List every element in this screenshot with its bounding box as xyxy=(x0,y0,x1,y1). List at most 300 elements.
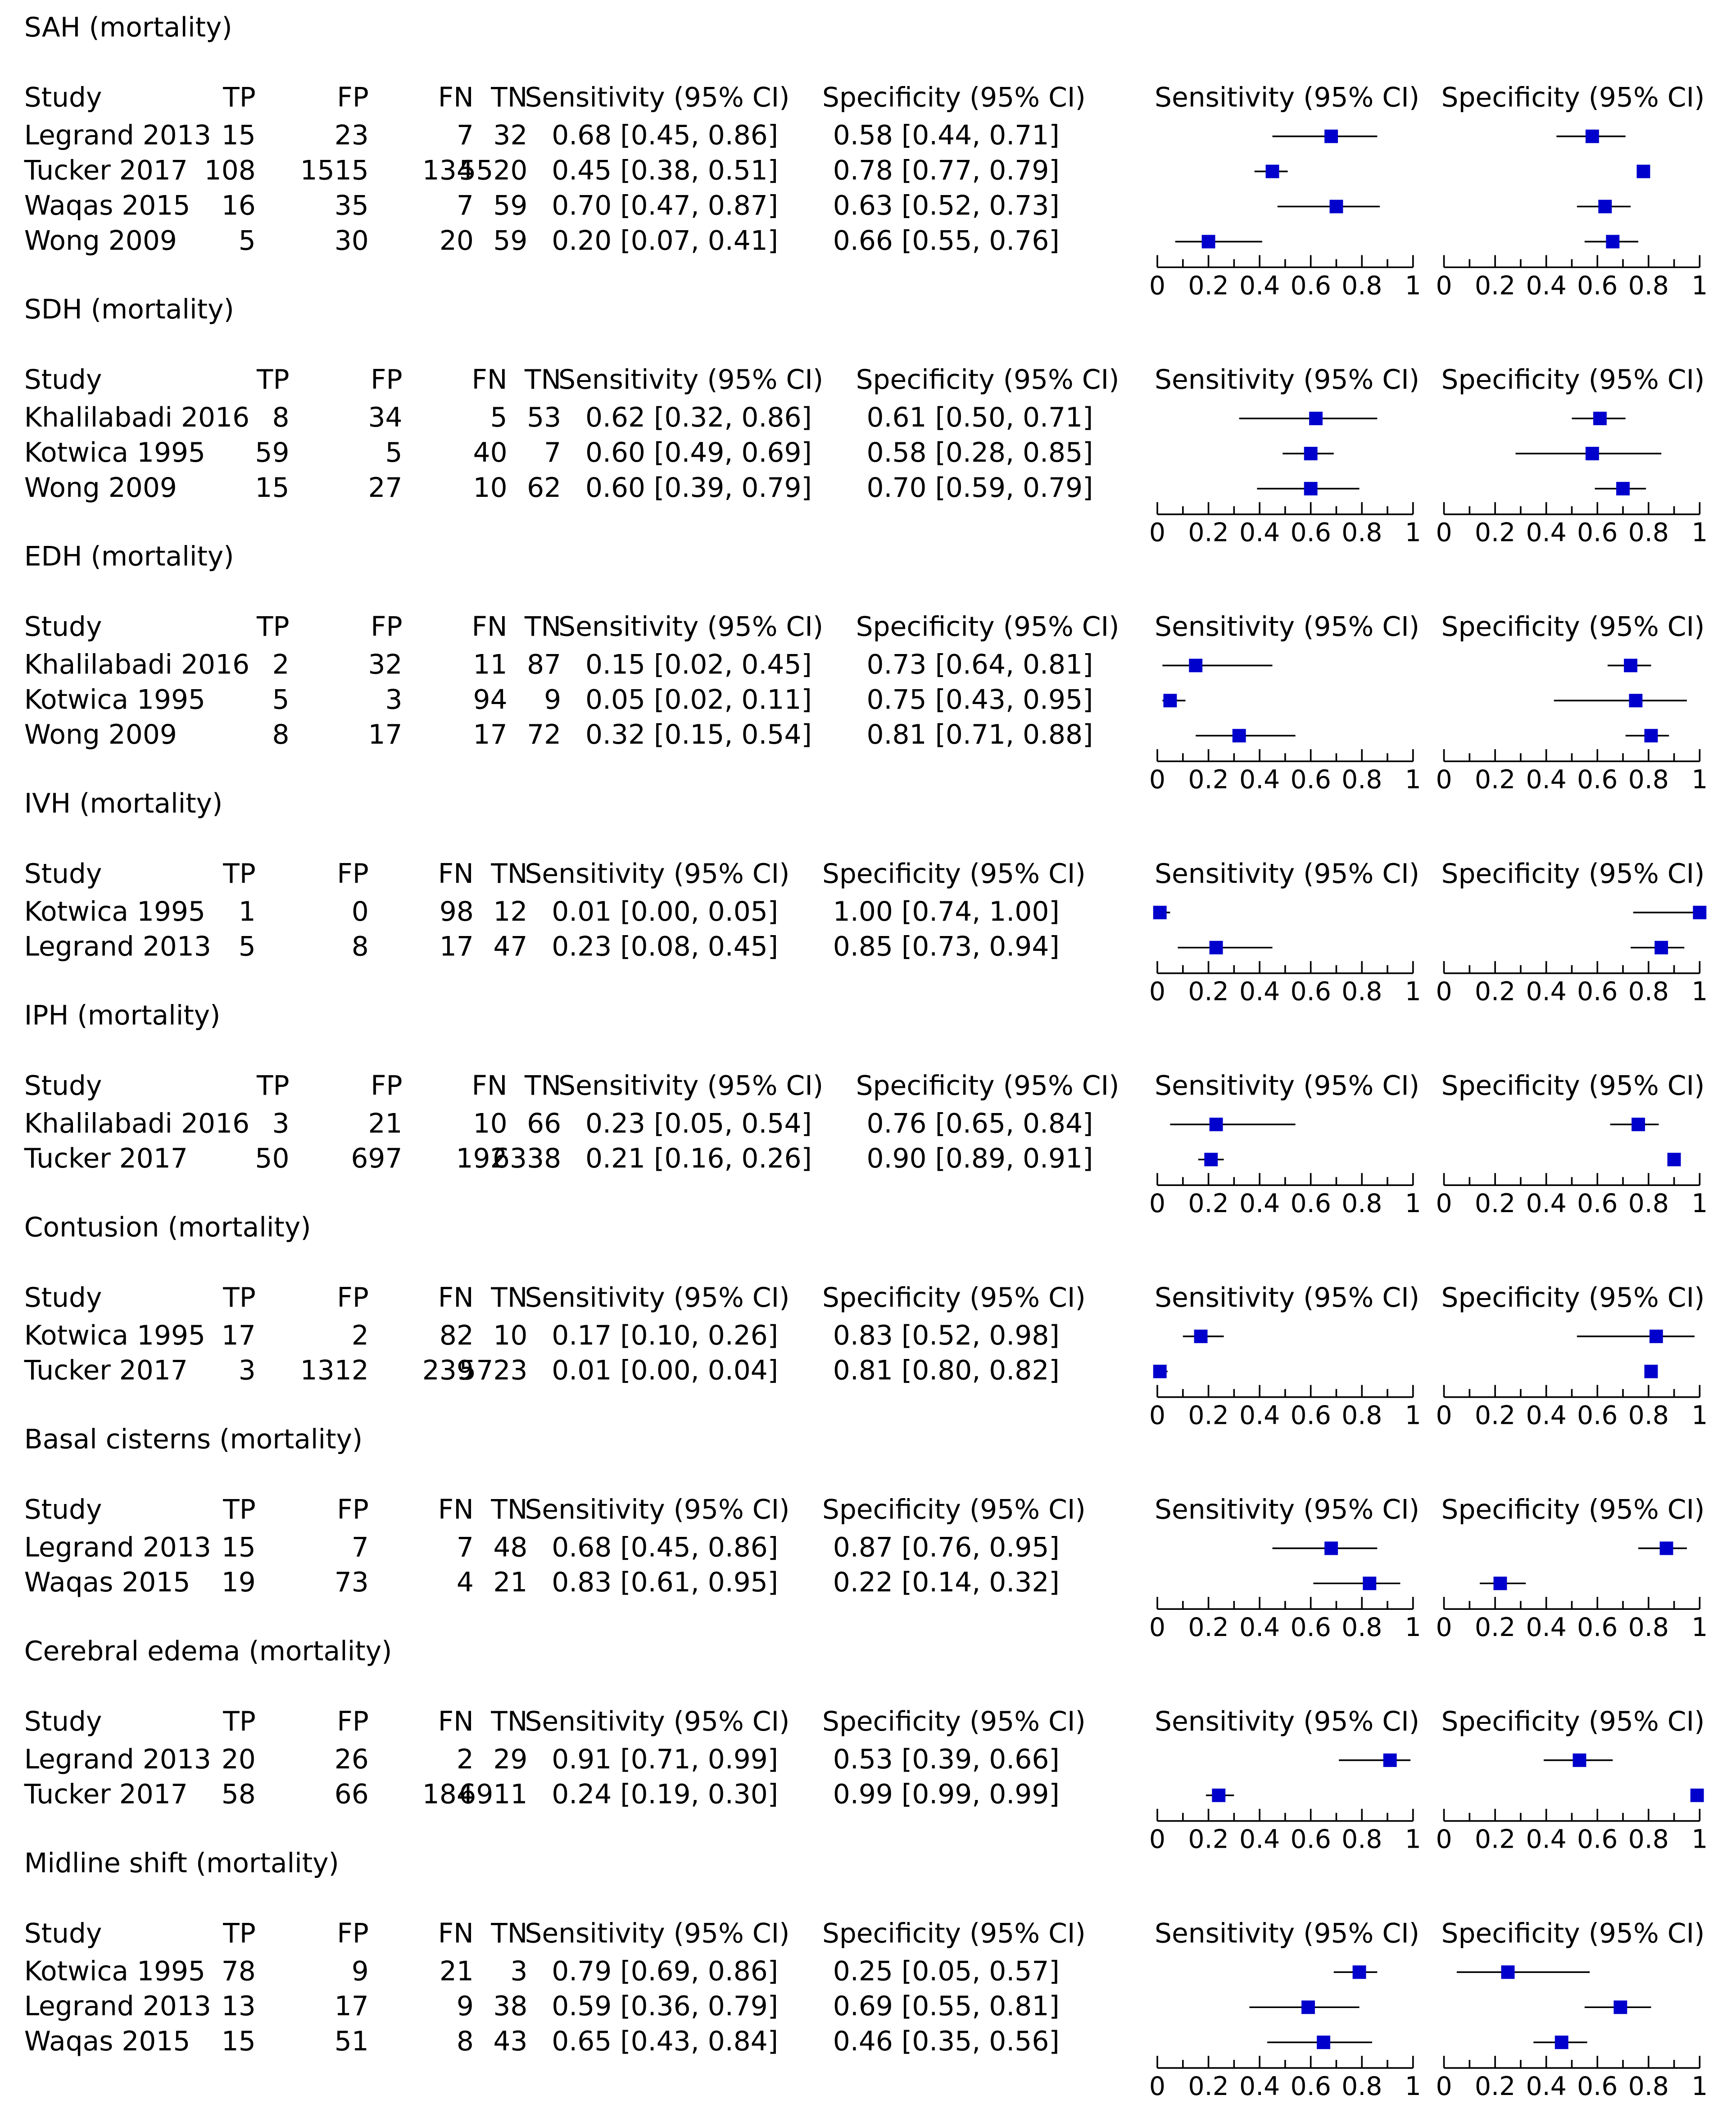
cell-tp: 15 xyxy=(255,471,290,504)
x-tick-label-sensitivity: 0.6 xyxy=(1290,518,1331,548)
cell-tn: 66 xyxy=(527,1107,562,1140)
cell-sensitivity: 0.45 [0.38, 0.51] xyxy=(552,154,779,186)
section-title: Basal cisterns (mortality) xyxy=(24,1422,363,1455)
x-tick-label-specificity: 0.2 xyxy=(1474,271,1516,301)
column-header-tn: TN xyxy=(491,1281,528,1313)
estimate-marker-specificity xyxy=(1606,235,1619,248)
column-header-specificity: Specificity (95% CI) xyxy=(822,81,1086,114)
column-header-fn: FN xyxy=(438,81,474,114)
cell-specificity: 0.75 [0.43, 0.95] xyxy=(866,683,1093,716)
x-tick-label-specificity: 0.8 xyxy=(1628,1401,1669,1431)
x-tick-label-sensitivity: 1 xyxy=(1405,271,1421,301)
x-tick-label-sensitivity: 0.4 xyxy=(1239,518,1280,548)
cell-sensitivity: 0.01 [0.00, 0.04] xyxy=(552,1354,779,1386)
cell-fp: 35 xyxy=(334,189,369,222)
x-tick-label-sensitivity: 0.4 xyxy=(1239,765,1280,795)
plot-header-sensitivity: Sensitivity (95% CI) xyxy=(1155,857,1420,890)
section-title: SAH (mortality) xyxy=(24,10,232,43)
cell-sensitivity: 0.05 [0.02, 0.11] xyxy=(585,683,812,716)
cell-fn: 11 xyxy=(473,648,508,681)
study-name: Tucker 2017 xyxy=(24,1142,188,1175)
x-tick-label-sensitivity: 0 xyxy=(1149,1189,1166,1219)
cell-specificity: 1.00 [0.74, 1.00] xyxy=(833,895,1060,927)
x-tick-label-sensitivity: 0.4 xyxy=(1239,271,1280,301)
column-header-sensitivity: Sensitivity (95% CI) xyxy=(558,1069,824,1102)
x-tick-label-sensitivity: 0.6 xyxy=(1290,1401,1331,1431)
estimate-marker-specificity xyxy=(1644,1365,1658,1378)
column-header-sensitivity: Sensitivity (95% CI) xyxy=(525,1704,790,1737)
x-tick-label-specificity: 0.4 xyxy=(1526,1825,1567,1855)
study-name: Wong 2009 xyxy=(24,718,177,751)
x-tick-label-sensitivity: 0.6 xyxy=(1290,271,1331,301)
x-tick-label-sensitivity: 0.2 xyxy=(1188,765,1229,795)
column-header-tp: TP xyxy=(223,1917,256,1949)
column-header-specificity: Specificity (95% CI) xyxy=(822,1493,1086,1526)
x-tick-label-specificity: 0.6 xyxy=(1577,1189,1618,1219)
x-tick-label-sensitivity: 0.4 xyxy=(1239,977,1280,1007)
column-header-fn: FN xyxy=(438,1281,474,1313)
x-tick-label-sensitivity: 0.4 xyxy=(1239,2072,1280,2102)
cell-fp: 5 xyxy=(385,436,403,468)
column-header-fp: FP xyxy=(337,1704,369,1737)
estimate-marker-specificity xyxy=(1629,694,1642,707)
cell-tn: 29 xyxy=(493,1742,528,1775)
x-tick-label-specificity: 0 xyxy=(1436,1189,1452,1219)
cell-specificity: 0.61 [0.50, 0.71] xyxy=(866,401,1093,433)
cell-sensitivity: 0.21 [0.16, 0.26] xyxy=(585,1142,812,1175)
x-tick-label-specificity: 0.8 xyxy=(1628,977,1669,1007)
plot-header-specificity: Specificity (95% CI) xyxy=(1441,1493,1705,1526)
x-tick-label-specificity: 1 xyxy=(1691,2072,1708,2102)
x-tick-label-sensitivity: 0.6 xyxy=(1290,2072,1331,2102)
cell-specificity: 0.46 [0.35, 0.56] xyxy=(833,2025,1060,2058)
cell-sensitivity: 0.60 [0.49, 0.69] xyxy=(585,436,812,468)
column-header-tp: TP xyxy=(223,1281,256,1313)
estimate-marker-specificity xyxy=(1632,1118,1645,1131)
estimate-marker-specificity xyxy=(1573,1754,1586,1767)
column-header-sensitivity: Sensitivity (95% CI) xyxy=(525,81,790,114)
cell-tn: 6338 xyxy=(493,1142,562,1175)
x-tick-label-specificity: 0.8 xyxy=(1628,1825,1669,1855)
x-tick-label-sensitivity: 0 xyxy=(1149,518,1166,548)
x-tick-label-sensitivity: 0.8 xyxy=(1342,1401,1382,1431)
column-header-study: Study xyxy=(24,1704,102,1737)
x-tick-label-sensitivity: 0 xyxy=(1149,1613,1166,1643)
x-tick-label-sensitivity: 0.2 xyxy=(1188,1401,1229,1431)
study-name: Kotwica 1995 xyxy=(24,1318,206,1351)
study-name: Legrand 2013 xyxy=(24,1531,211,1563)
column-header-specificity: Specificity (95% CI) xyxy=(822,857,1086,890)
column-header-tp: TP xyxy=(223,81,256,114)
estimate-marker-specificity xyxy=(1598,200,1612,214)
x-tick-label-specificity: 0.2 xyxy=(1474,1825,1516,1855)
plot-header-sensitivity: Sensitivity (95% CI) xyxy=(1155,1281,1420,1313)
x-tick-label-sensitivity: 0.6 xyxy=(1290,1613,1331,1643)
study-name: Khalilabadi 2016 xyxy=(24,1107,250,1140)
estimate-marker-sensitivity xyxy=(1317,2036,1330,2049)
column-header-fn: FN xyxy=(438,1917,474,1949)
cell-tp: 15 xyxy=(221,1531,256,1563)
x-tick-label-sensitivity: 0.2 xyxy=(1188,518,1229,548)
estimate-marker-sensitivity xyxy=(1212,1789,1225,1802)
cell-fn: 2 xyxy=(456,1742,474,1775)
column-header-specificity: Specificity (95% CI) xyxy=(856,1069,1120,1102)
x-tick-label-sensitivity: 0.2 xyxy=(1188,2072,1229,2102)
x-tick-label-specificity: 1 xyxy=(1691,518,1708,548)
cell-fn: 9 xyxy=(456,1990,474,2022)
cell-specificity: 0.58 [0.28, 0.85] xyxy=(866,436,1093,468)
cell-fp: 73 xyxy=(334,1566,369,1599)
column-header-tn: TN xyxy=(491,81,528,114)
column-header-study: Study xyxy=(24,1069,102,1102)
study-name: Wong 2009 xyxy=(24,471,177,504)
cell-specificity: 0.87 [0.76, 0.95] xyxy=(833,1531,1060,1563)
study-name: Waqas 2015 xyxy=(24,1566,190,1599)
column-header-tp: TP xyxy=(256,363,290,396)
estimate-marker-sensitivity xyxy=(1324,1541,1338,1555)
cell-tn: 5520 xyxy=(459,154,528,186)
x-tick-label-sensitivity: 0.8 xyxy=(1342,1613,1382,1643)
column-header-tp: TP xyxy=(223,1493,256,1526)
estimate-marker-specificity xyxy=(1654,941,1668,954)
x-tick-label-sensitivity: 0 xyxy=(1149,1401,1166,1431)
x-tick-label-specificity: 0.4 xyxy=(1526,1401,1567,1431)
estimate-marker-specificity xyxy=(1660,1541,1673,1555)
section-title: IPH (mortality) xyxy=(24,999,221,1031)
column-header-tn: TN xyxy=(491,1917,528,1949)
cell-specificity: 0.76 [0.65, 0.84] xyxy=(866,1107,1093,1140)
study-name: Legrand 2013 xyxy=(24,1990,211,2022)
column-header-fp: FP xyxy=(371,610,403,643)
x-tick-label-sensitivity: 0.8 xyxy=(1342,271,1382,301)
x-tick-label-specificity: 0.2 xyxy=(1474,1613,1516,1643)
x-tick-label-specificity: 1 xyxy=(1691,1825,1708,1855)
plot-header-specificity: Specificity (95% CI) xyxy=(1441,81,1705,114)
cell-tp: 16 xyxy=(221,189,256,222)
cell-tn: 10 xyxy=(493,1318,528,1351)
estimate-marker-specificity xyxy=(1614,2000,1627,2014)
cell-fp: 30 xyxy=(334,224,369,257)
cell-fp: 9 xyxy=(351,1954,369,1987)
section-title: Cerebral edema (mortality) xyxy=(24,1635,392,1668)
cell-specificity: 0.81 [0.80, 0.82] xyxy=(833,1354,1060,1386)
x-tick-label-sensitivity: 1 xyxy=(1405,1613,1421,1643)
cell-sensitivity: 0.59 [0.36, 0.79] xyxy=(552,1990,779,2022)
column-header-sensitivity: Sensitivity (95% CI) xyxy=(525,857,790,890)
cell-tn: 21 xyxy=(493,1566,528,1599)
cell-fn: 40 xyxy=(473,436,508,468)
section-title: Contusion (mortality) xyxy=(24,1211,311,1244)
x-tick-label-specificity: 0.6 xyxy=(1577,271,1618,301)
estimate-marker-sensitivity xyxy=(1189,659,1202,672)
cell-tp: 108 xyxy=(204,154,256,186)
cell-sensitivity: 0.17 [0.10, 0.26] xyxy=(552,1318,779,1351)
cell-tn: 87 xyxy=(527,648,562,681)
column-header-fp: FP xyxy=(337,857,369,890)
cell-fn: 192 xyxy=(456,1142,508,1175)
x-tick-label-specificity: 1 xyxy=(1691,271,1708,301)
study-name: Wong 2009 xyxy=(24,224,177,257)
cell-fp: 34 xyxy=(368,401,403,433)
plot-header-specificity: Specificity (95% CI) xyxy=(1441,610,1705,643)
x-tick-label-specificity: 0.2 xyxy=(1474,765,1516,795)
cell-tp: 8 xyxy=(272,718,290,751)
column-header-fp: FP xyxy=(371,1069,403,1102)
cell-sensitivity: 0.15 [0.02, 0.45] xyxy=(585,648,812,681)
cell-fp: 66 xyxy=(334,1777,369,1810)
study-name: Legrand 2013 xyxy=(24,118,211,151)
x-tick-label-specificity: 0 xyxy=(1436,2072,1452,2102)
cell-fn: 5 xyxy=(490,401,508,433)
x-tick-label-sensitivity: 0.8 xyxy=(1342,1825,1382,1855)
x-tick-label-sensitivity: 1 xyxy=(1405,1401,1421,1431)
estimate-marker-specificity xyxy=(1644,729,1658,742)
x-tick-label-specificity: 1 xyxy=(1691,1189,1708,1219)
cell-tn: 43 xyxy=(493,2025,528,2058)
section-title: EDH (mortality) xyxy=(24,540,234,573)
x-tick-label-specificity: 0.6 xyxy=(1577,518,1618,548)
cell-fp: 27 xyxy=(368,471,403,504)
estimate-marker-sensitivity xyxy=(1210,1118,1223,1131)
x-tick-label-sensitivity: 0.6 xyxy=(1290,1189,1331,1219)
x-tick-label-specificity: 0.2 xyxy=(1474,1189,1516,1219)
x-tick-label-sensitivity: 0.2 xyxy=(1188,1613,1229,1643)
x-tick-label-specificity: 0.4 xyxy=(1526,518,1567,548)
x-tick-label-specificity: 0.8 xyxy=(1628,1189,1669,1219)
section-title: Midline shift (mortality) xyxy=(24,1846,339,1879)
estimate-marker-sensitivity xyxy=(1194,1330,1208,1343)
x-tick-label-sensitivity: 1 xyxy=(1405,518,1421,548)
x-tick-label-specificity: 0 xyxy=(1436,977,1452,1007)
x-tick-label-sensitivity: 0.4 xyxy=(1239,1825,1280,1855)
section-title: IVH (mortality) xyxy=(24,787,223,820)
x-tick-label-specificity: 0.2 xyxy=(1474,518,1516,548)
column-header-fn: FN xyxy=(471,610,508,643)
cell-sensitivity: 0.23 [0.08, 0.45] xyxy=(552,930,779,963)
plot-header-sensitivity: Sensitivity (95% CI) xyxy=(1155,363,1420,396)
cell-tn: 9 xyxy=(544,683,562,716)
cell-sensitivity: 0.65 [0.43, 0.84] xyxy=(552,2025,779,2058)
x-tick-label-specificity: 0.6 xyxy=(1577,2072,1618,2102)
column-header-study: Study xyxy=(24,1917,102,1949)
plot-header-specificity: Specificity (95% CI) xyxy=(1441,363,1705,396)
cell-sensitivity: 0.60 [0.39, 0.79] xyxy=(585,471,812,504)
cell-fp: 697 xyxy=(351,1142,403,1175)
cell-fp: 0 xyxy=(351,895,369,927)
x-tick-label-sensitivity: 0.8 xyxy=(1342,1189,1382,1219)
cell-sensitivity: 0.62 [0.32, 0.86] xyxy=(585,401,812,433)
column-header-specificity: Specificity (95% CI) xyxy=(822,1917,1086,1949)
cell-fn: 134 xyxy=(422,154,474,186)
cell-specificity: 0.66 [0.55, 0.76] xyxy=(833,224,1060,257)
study-name: Legrand 2013 xyxy=(24,930,211,963)
cell-tp: 50 xyxy=(255,1142,290,1175)
cell-tn: 59 xyxy=(493,224,528,257)
column-header-fn: FN xyxy=(438,857,474,890)
cell-sensitivity: 0.79 [0.69, 0.86] xyxy=(552,1954,779,1987)
study-name: Kotwica 1995 xyxy=(24,436,206,468)
x-tick-label-sensitivity: 0.6 xyxy=(1290,765,1331,795)
column-header-tn: TN xyxy=(524,363,562,396)
x-tick-label-sensitivity: 1 xyxy=(1405,1825,1421,1855)
estimate-marker-specificity xyxy=(1593,412,1607,425)
cell-tn: 32 xyxy=(493,118,528,151)
cell-tp: 17 xyxy=(221,1318,256,1351)
column-header-study: Study xyxy=(24,363,102,396)
cell-sensitivity: 0.01 [0.00, 0.05] xyxy=(552,895,779,927)
x-tick-label-specificity: 0 xyxy=(1436,1401,1452,1431)
x-tick-label-specificity: 0.4 xyxy=(1526,1613,1567,1643)
column-header-study: Study xyxy=(24,81,102,114)
cell-fp: 8 xyxy=(351,930,369,963)
cell-tn: 72 xyxy=(527,718,562,751)
estimate-marker-sensitivity xyxy=(1330,200,1343,214)
x-tick-label-specificity: 0.8 xyxy=(1628,765,1669,795)
estimate-marker-sensitivity xyxy=(1202,235,1215,248)
cell-fp: 2 xyxy=(351,1318,369,1351)
column-header-tp: TP xyxy=(256,610,290,643)
cell-fn: 10 xyxy=(473,1107,508,1140)
column-header-tn: TN xyxy=(491,1704,528,1737)
study-name: Legrand 2013 xyxy=(24,1742,211,1775)
cell-fn: 4 xyxy=(456,1566,474,1599)
column-header-fn: FN xyxy=(471,363,508,396)
column-header-fn: FN xyxy=(438,1704,474,1737)
cell-specificity: 0.83 [0.52, 0.98] xyxy=(833,1318,1060,1351)
cell-fp: 17 xyxy=(368,718,403,751)
column-header-tp: TP xyxy=(256,1069,290,1102)
cell-tp: 20 xyxy=(221,1742,256,1775)
cell-tn: 38 xyxy=(493,1990,528,2022)
cell-fp: 51 xyxy=(334,2025,369,2058)
column-header-tn: TN xyxy=(491,857,528,890)
cell-specificity: 0.53 [0.39, 0.66] xyxy=(833,1742,1060,1775)
x-tick-label-specificity: 0.8 xyxy=(1628,518,1669,548)
plot-header-sensitivity: Sensitivity (95% CI) xyxy=(1155,1493,1420,1526)
estimate-marker-sensitivity xyxy=(1153,1365,1167,1378)
study-name: Kotwica 1995 xyxy=(24,683,206,716)
x-tick-label-specificity: 1 xyxy=(1691,977,1708,1007)
cell-specificity: 0.58 [0.44, 0.71] xyxy=(833,118,1060,151)
cell-tp: 2 xyxy=(272,648,290,681)
column-header-study: Study xyxy=(24,1493,102,1526)
cell-tp: 5 xyxy=(238,930,256,963)
study-name: Kotwica 1995 xyxy=(24,895,206,927)
x-tick-label-specificity: 0.6 xyxy=(1577,977,1618,1007)
estimate-marker-specificity xyxy=(1693,906,1706,919)
column-header-fp: FP xyxy=(337,81,369,114)
x-tick-label-sensitivity: 1 xyxy=(1405,2072,1421,2102)
study-name: Waqas 2015 xyxy=(24,189,190,222)
column-header-specificity: Specificity (95% CI) xyxy=(856,363,1120,396)
x-tick-label-specificity: 1 xyxy=(1691,1613,1708,1643)
cell-fn: 10 xyxy=(473,471,508,504)
x-tick-label-sensitivity: 0.2 xyxy=(1188,1825,1229,1855)
cell-tp: 15 xyxy=(221,118,256,151)
cell-tp: 58 xyxy=(221,1777,256,1810)
x-tick-label-specificity: 0.6 xyxy=(1577,1401,1618,1431)
x-tick-label-sensitivity: 0.8 xyxy=(1342,977,1382,1007)
estimate-marker-specificity xyxy=(1624,659,1637,672)
x-tick-label-specificity: 0.2 xyxy=(1474,1401,1516,1431)
x-tick-label-sensitivity: 0.2 xyxy=(1188,977,1229,1007)
column-header-sensitivity: Sensitivity (95% CI) xyxy=(525,1493,790,1526)
x-tick-label-sensitivity: 0.8 xyxy=(1342,2072,1382,2102)
cell-fn: 239 xyxy=(422,1354,474,1386)
x-tick-label-sensitivity: 0 xyxy=(1149,2072,1166,2102)
column-header-sensitivity: Sensitivity (95% CI) xyxy=(525,1281,790,1313)
estimate-marker-specificity xyxy=(1668,1153,1681,1166)
cell-sensitivity: 0.70 [0.47, 0.87] xyxy=(552,189,779,222)
cell-fp: 1312 xyxy=(300,1354,369,1386)
column-header-sensitivity: Sensitivity (95% CI) xyxy=(558,363,824,396)
cell-sensitivity: 0.83 [0.61, 0.95] xyxy=(552,1566,779,1599)
study-name: Tucker 2017 xyxy=(24,1354,188,1386)
column-header-tn: TN xyxy=(524,610,562,643)
cell-tp: 19 xyxy=(221,1566,256,1599)
cell-fn: 17 xyxy=(439,930,474,963)
column-header-fp: FP xyxy=(337,1493,369,1526)
x-tick-label-specificity: 0.4 xyxy=(1526,1189,1567,1219)
estimate-marker-specificity xyxy=(1501,1965,1515,1979)
x-tick-label-sensitivity: 0.6 xyxy=(1290,977,1331,1007)
cell-tn: 6911 xyxy=(459,1777,528,1810)
plot-header-specificity: Specificity (95% CI) xyxy=(1441,1917,1705,1949)
x-tick-label-sensitivity: 0.2 xyxy=(1188,1189,1229,1219)
plot-header-specificity: Specificity (95% CI) xyxy=(1441,857,1705,890)
x-tick-label-sensitivity: 0 xyxy=(1149,765,1166,795)
cell-specificity: 0.90 [0.89, 0.91] xyxy=(866,1142,1093,1175)
estimate-marker-specificity xyxy=(1493,1577,1507,1590)
x-tick-label-sensitivity: 0.6 xyxy=(1290,1825,1331,1855)
cell-tp: 1 xyxy=(238,895,256,927)
plot-header-sensitivity: Sensitivity (95% CI) xyxy=(1155,1704,1420,1737)
cell-tn: 59 xyxy=(493,189,528,222)
study-name: Tucker 2017 xyxy=(24,1777,188,1810)
x-tick-label-specificity: 0.2 xyxy=(1474,977,1516,1007)
plot-header-specificity: Specificity (95% CI) xyxy=(1441,1704,1705,1737)
cell-specificity: 0.85 [0.73, 0.94] xyxy=(833,930,1060,963)
x-tick-label-specificity: 0.6 xyxy=(1577,765,1618,795)
x-tick-label-sensitivity: 1 xyxy=(1405,1189,1421,1219)
study-name: Khalilabadi 2016 xyxy=(24,648,250,681)
cell-specificity: 0.63 [0.52, 0.73] xyxy=(833,189,1060,222)
cell-tn: 3 xyxy=(510,1954,528,1987)
x-tick-label-specificity: 0 xyxy=(1436,1825,1452,1855)
cell-sensitivity: 0.20 [0.07, 0.41] xyxy=(552,224,779,257)
study-name: Tucker 2017 xyxy=(24,154,188,186)
estimate-marker-sensitivity xyxy=(1233,729,1246,742)
estimate-marker-specificity xyxy=(1616,482,1630,495)
cell-fp: 3 xyxy=(385,683,403,716)
cell-tn: 7 xyxy=(544,436,562,468)
cell-fn: 7 xyxy=(456,118,474,151)
cell-specificity: 0.73 [0.64, 0.81] xyxy=(866,648,1093,681)
x-tick-label-specificity: 0.8 xyxy=(1628,2072,1669,2102)
x-tick-label-sensitivity: 0.4 xyxy=(1239,1189,1280,1219)
cell-tp: 5 xyxy=(272,683,290,716)
cell-specificity: 0.69 [0.55, 0.81] xyxy=(833,1990,1060,2022)
x-tick-label-sensitivity: 0.8 xyxy=(1342,518,1382,548)
x-tick-label-sensitivity: 1 xyxy=(1405,765,1421,795)
x-tick-label-sensitivity: 0 xyxy=(1149,1825,1166,1855)
cell-tn: 53 xyxy=(527,401,562,433)
estimate-marker-sensitivity xyxy=(1363,1577,1376,1590)
column-header-tn: TN xyxy=(491,1493,528,1526)
cell-fp: 1515 xyxy=(300,154,369,186)
cell-fn: 20 xyxy=(439,224,474,257)
column-header-tp: TP xyxy=(223,1704,256,1737)
